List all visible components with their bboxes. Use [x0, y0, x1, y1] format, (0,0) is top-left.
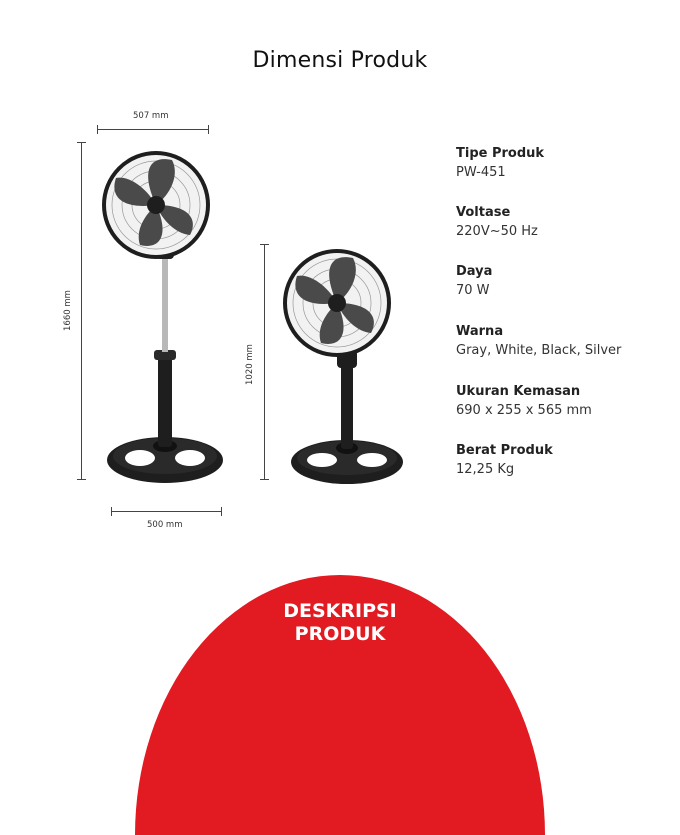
- spec-label: Warna: [456, 324, 504, 339]
- page-title: Dimensi Produk: [252, 48, 428, 73]
- footer-line1: DESKRIPSI: [283, 600, 397, 622]
- spec-daya: [456, 264, 492, 298]
- spec-value: 220V~50 Hz: [456, 224, 538, 239]
- dim-width-base-label: 500 mm: [147, 520, 183, 530]
- tall-fan-image: [104, 153, 223, 483]
- spec-label: Berat Produk: [456, 443, 553, 458]
- footer-line2: PRODUK: [294, 623, 386, 645]
- spec-value: Gray, White, Black, Silver: [456, 343, 622, 358]
- spec-ukuran-kemasan: [456, 384, 592, 418]
- spec-berat-produk: [456, 443, 553, 477]
- dim-width-top-label: 507 mm: [133, 111, 169, 121]
- deskripsi-produk-heading[interactable]: [0, 600, 680, 646]
- spec-value: 12,25 Kg: [456, 462, 515, 477]
- spec-voltase: [456, 205, 538, 239]
- spec-label: Tipe Produk: [456, 146, 545, 161]
- spec-label: Voltase: [456, 205, 511, 220]
- spec-value: 70 W: [456, 283, 490, 298]
- spec-value: 690 x 255 x 565 mm: [456, 403, 592, 418]
- dim-height-short-label: 1020 mm: [245, 344, 255, 385]
- spec-tipe-produk: [456, 146, 544, 180]
- spec-value: PW-451: [456, 165, 506, 180]
- short-fan-image: [285, 251, 403, 484]
- spec-label: Ukuran Kemasan: [456, 384, 581, 399]
- spec-label: Daya: [456, 264, 493, 279]
- dim-height-tall-label: 1660 mm: [63, 290, 73, 331]
- spec-warna: [456, 324, 621, 358]
